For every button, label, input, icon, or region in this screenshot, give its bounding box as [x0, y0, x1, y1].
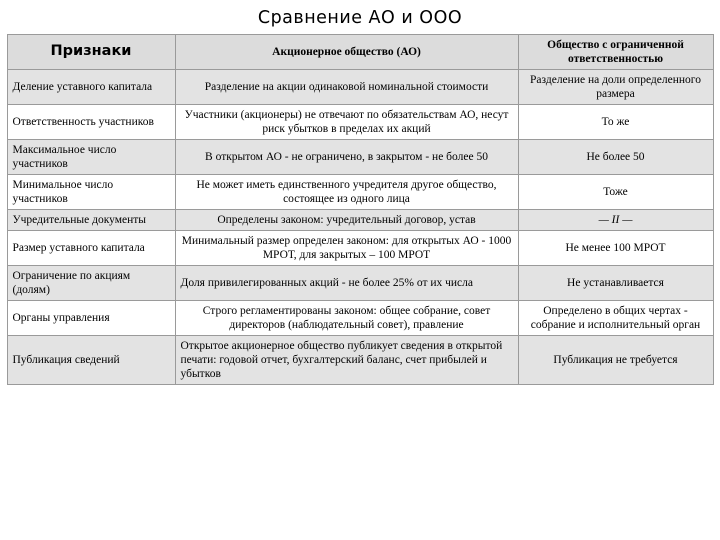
- cell-ooo: Определено в общих чертах - собрание и исполнительный орган: [518, 301, 713, 336]
- cell-ao: Строго регламентированы законом: общее собрание, совет директоров (наблюдательный совет), правление: [175, 301, 518, 336]
- cell-feature: Размер уставного капитала: [7, 231, 175, 266]
- cell-ao: Открытое акционерное общество публикует сведения в открытой печати: годовой отчет, бухгалтерский баланс, счет прибылей и убытков: [175, 336, 518, 385]
- page-title: Сравнение АО и ООО: [257, 8, 463, 28]
- table-row: [7, 140, 713, 175]
- cell-feature: Публикация сведений: [7, 336, 175, 385]
- table-row: [7, 175, 713, 210]
- cell-ao: Доля привилегированных акций - не более 25% от их числа: [175, 266, 518, 301]
- cell-ao: Определены законом: учредительный договор, устав: [175, 210, 518, 231]
- table-row: [7, 105, 713, 140]
- comparison-table: [7, 34, 714, 385]
- table-row: [7, 210, 713, 231]
- column-header-ooo: Общество с ограниченной ответственностью: [518, 35, 713, 70]
- table-header: [7, 35, 713, 70]
- table-row: [7, 336, 713, 385]
- cell-ooo: Не менее 100 МРОТ: [518, 231, 713, 266]
- table-row: [7, 301, 713, 336]
- table-row: [7, 266, 713, 301]
- table-header-row: [7, 35, 713, 70]
- cell-ooo: То же: [518, 105, 713, 140]
- cell-ao: Участники (акционеры) не отвечают по обязательствам АО, несут риск убытков в пределах их акций: [175, 105, 518, 140]
- cell-feature: Органы управления: [7, 301, 175, 336]
- cell-ao: Минимальный размер определен законом: для открытых АО - 1000 МРОТ, для закрытых – 100 МРОТ: [175, 231, 518, 266]
- cell-ao: В открытом АО - не ограничено, в закрытом - не более 50: [175, 140, 518, 175]
- cell-ooo: Не устанавливается: [518, 266, 713, 301]
- cell-feature: Ограничение по акциям (долям): [7, 266, 175, 301]
- column-header-features: Признаки: [7, 35, 175, 70]
- cell-ooo: — II —: [518, 210, 713, 231]
- cell-ooo: Разделение на доли определенного размера: [518, 70, 713, 105]
- table-body: [7, 70, 713, 385]
- cell-ao: Разделение на акции одинаковой номинальной стоимости: [175, 70, 518, 105]
- cell-ao: Не может иметь единственного учредителя другое общество, состоящее из одного лица: [175, 175, 518, 210]
- cell-feature: Максимальное число участников: [7, 140, 175, 175]
- table-row: [7, 70, 713, 105]
- cell-feature: Минимальное число участников: [7, 175, 175, 210]
- cell-feature: Учредительные документы: [7, 210, 175, 231]
- table-row: [7, 231, 713, 266]
- cell-ooo: Не более 50: [518, 140, 713, 175]
- cell-ooo: Тоже: [518, 175, 713, 210]
- cell-feature: Деление уставного капитала: [7, 70, 175, 105]
- column-header-ao: Акционерное общество (АО): [175, 35, 518, 70]
- cell-feature: Ответственность участников: [7, 105, 175, 140]
- cell-ooo: Публикация не требуется: [518, 336, 713, 385]
